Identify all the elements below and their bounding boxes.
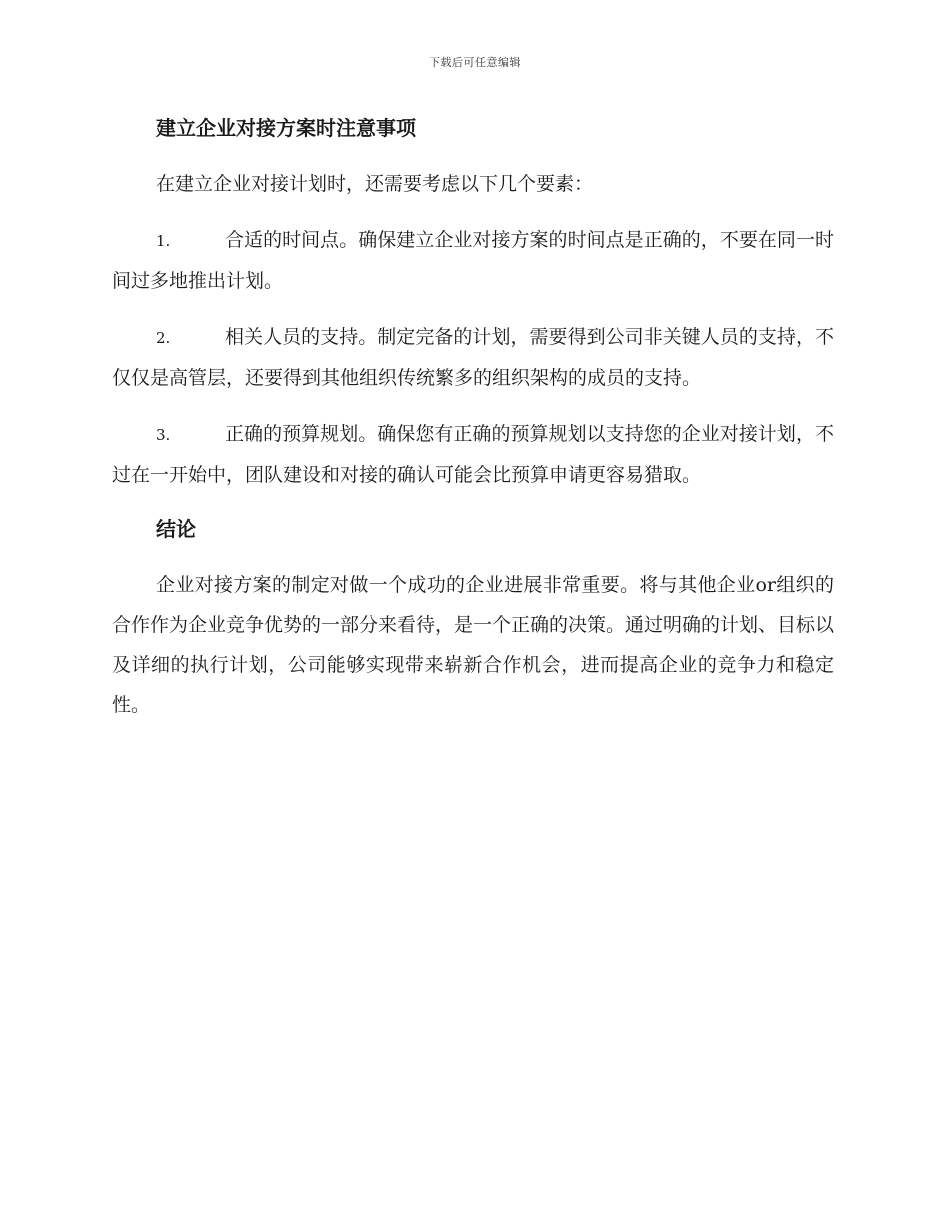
page-header-note: 下载后可任意编辑: [429, 56, 521, 69]
document-body: [112, 110, 834, 741]
section-heading-conclusion: 结论: [156, 517, 196, 541]
list-item: [112, 220, 834, 301]
list-item-number: 2.: [156, 329, 171, 347]
list-item-number: 1.: [156, 232, 171, 250]
intro-paragraph: 在建立企业对接计划时，还需要考虑以下几个要素：: [156, 173, 594, 195]
list-item: [112, 414, 834, 495]
list-item-text: 正确的预算规划。确保您有正确的预算规划以支持您的企业对接计划，不过在一开始中，团队建设和对接的确认可能会比预算申请更容易猎取。: [112, 423, 834, 486]
conclusion-paragraph: 企业对接方案的制定对做一个成功的企业进展非常重要。将与其他企业or组织的合作作为企业竞争优势的一部分来看待，是一个正确的决策。通过明确的计划、目标以及详细的执行计划，公司能够实现带来崭新合作机会，进而提高企业的竞争力和稳定性。: [112, 574, 835, 716]
list-item-number: 3.: [156, 426, 171, 444]
section-heading-considerations: 建立企业对接方案时注意事项: [156, 116, 416, 140]
list-item-text: 相关人员的支持。制定完备的计划，需要得到公司非关键人员的支持，不仅仅是高管层，还要得到其他组织传统繁多的组织架构的成员的支持。: [112, 326, 834, 389]
list-item-text: 合适的时间点。确保建立企业对接方案的时间点是正确的，不要在同一时间过多地推出计划。: [112, 229, 834, 292]
list-item: [112, 317, 834, 398]
